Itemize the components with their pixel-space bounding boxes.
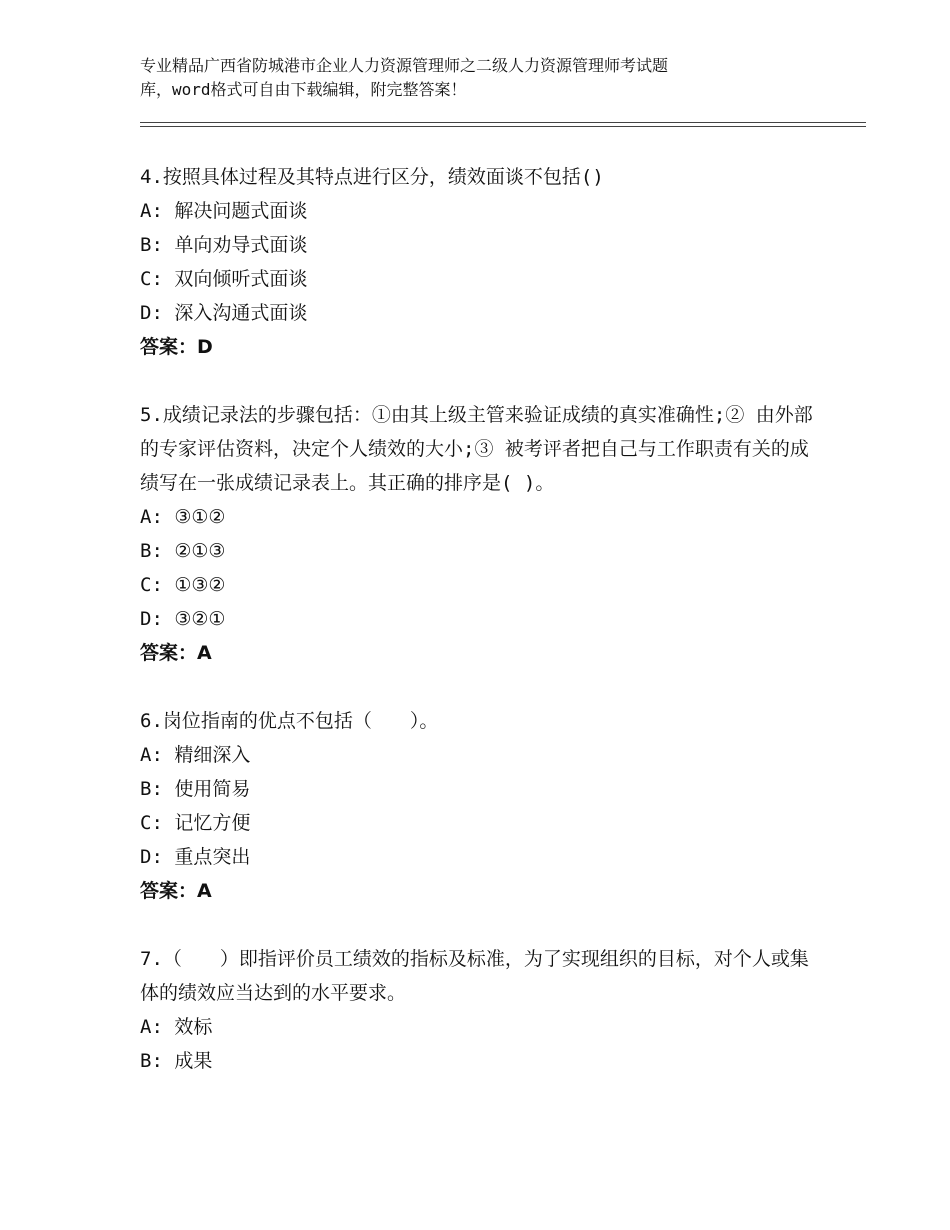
option-c: C: ①③② — [140, 574, 226, 596]
option-b: B: 单向劝导式面谈 — [140, 234, 308, 256]
question-7 — [140, 942, 820, 1078]
question-5 — [140, 398, 820, 670]
answer-text: 答案：A — [140, 880, 212, 902]
option-b: B: 成果 — [140, 1050, 213, 1072]
answer-text: 答案：A — [140, 642, 212, 664]
document-header — [140, 54, 840, 102]
header-title-line2: 库，word格式可自由下载编辑，附完整答案！ — [140, 80, 467, 99]
option-c: C: 记忆方便 — [140, 812, 251, 834]
option-a: A: 效标 — [140, 1016, 213, 1038]
option-d: D: 重点突出 — [140, 846, 251, 868]
option-a: A: 精细深入 — [140, 744, 251, 766]
option-b: B: ②①③ — [140, 540, 226, 562]
question-list — [140, 160, 820, 1078]
option-a: A: 解决问题式面谈 — [140, 200, 308, 222]
header-divider-top — [140, 122, 866, 123]
option-d: D: 深入沟通式面谈 — [140, 302, 308, 324]
header-title-line1: 专业精品广西省防城港市企业人力资源管理师之二级人力资源管理师考试题 — [140, 56, 669, 75]
answer-text: 答案：D — [140, 336, 213, 358]
question-stem: 5.成绩记录法的步骤包括：①由其上级主管来验证成绩的真实准确性;② 由外部的专家评估资料，决定个人绩效的大小;③ 被考评者把自己与工作职责有关的成绩写在一张成绩记录表上。其正确的排序是( )。 — [140, 404, 813, 494]
option-d: D: ③②① — [140, 608, 226, 630]
question-stem: 4.按照具体过程及其特点进行区分，绩效面谈不包括() — [140, 166, 604, 188]
question-stem: 7.（ ）即指评价员工绩效的指标及标准，为了实现组织的目标，对个人或集体的绩效应当达到的水平要求。 — [140, 948, 809, 1004]
question-6 — [140, 704, 820, 908]
option-c: C: 双向倾听式面谈 — [140, 268, 308, 290]
question-stem: 6.岗位指南的优点不包括（ ）。 — [140, 710, 439, 732]
header-divider-bottom — [140, 126, 866, 127]
question-4 — [140, 160, 820, 364]
option-a: A: ③①② — [140, 506, 226, 528]
option-b: B: 使用简易 — [140, 778, 251, 800]
